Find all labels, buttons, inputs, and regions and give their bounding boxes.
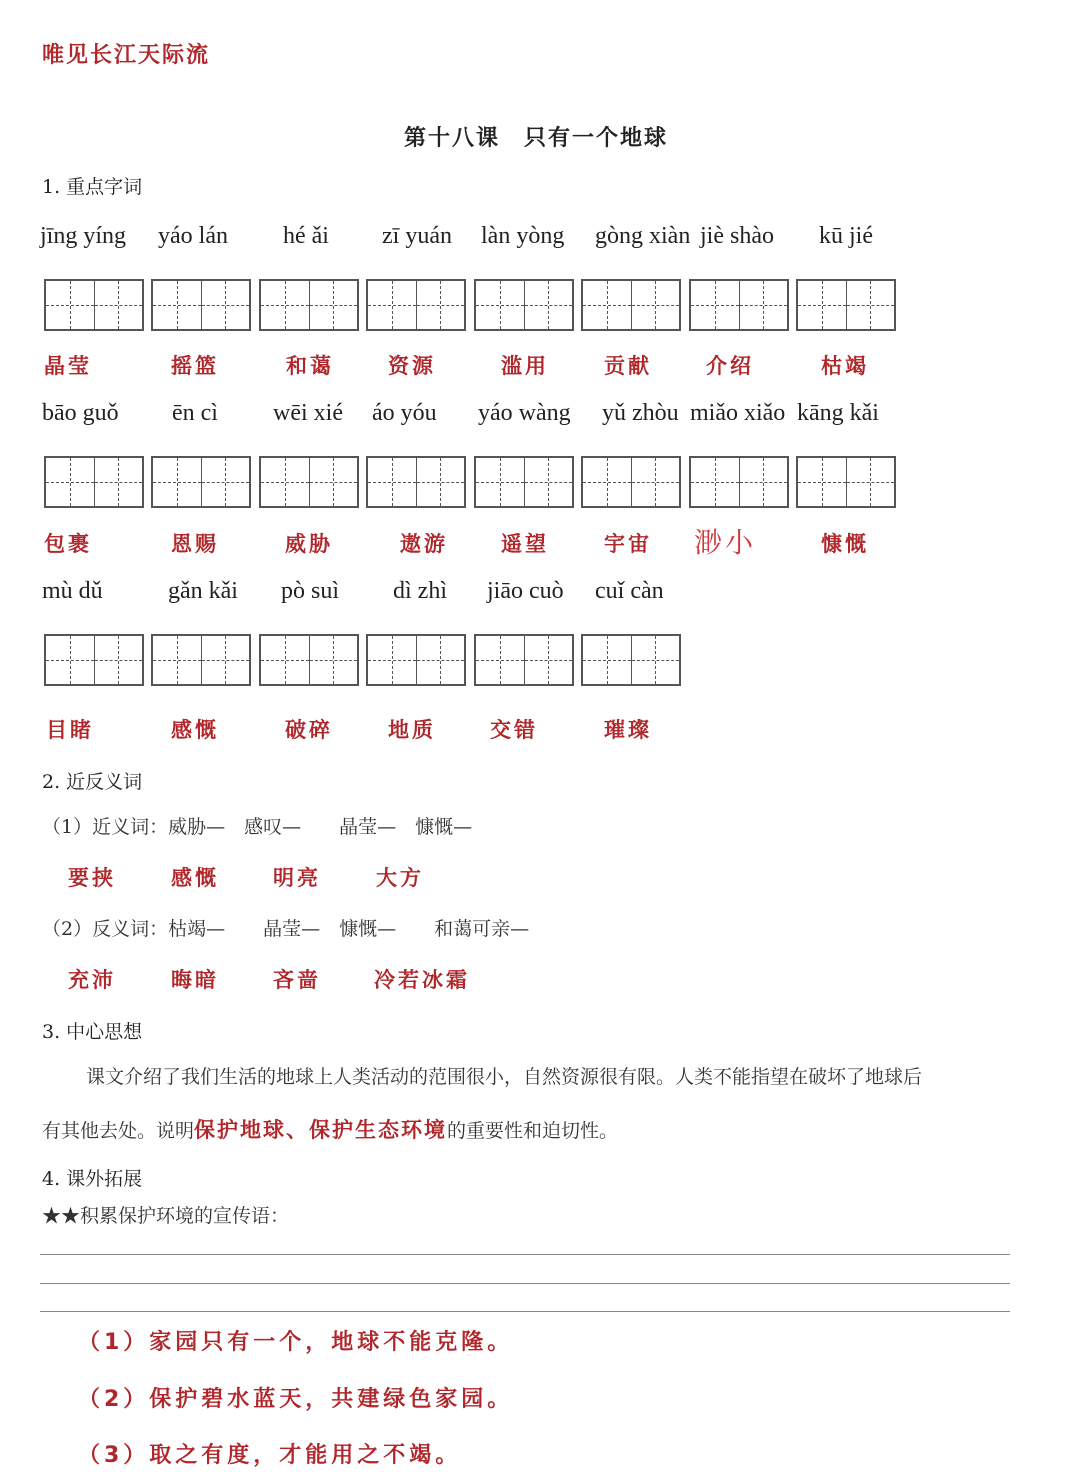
central-idea-line1: 课文介绍了我们生活的地球上人类活动的范围很小，自然资源很有限。人类不能指望在破坏了地球后 bbox=[86, 1066, 923, 1088]
grid-cell bbox=[524, 281, 573, 329]
answer-word: 滥用 bbox=[501, 354, 549, 378]
pinyin-prompt: jiè shào bbox=[700, 223, 774, 249]
grid-cell bbox=[846, 458, 895, 506]
answer-word: 贡献 bbox=[604, 354, 652, 378]
grid-cell bbox=[94, 281, 143, 329]
pinyin-prompt: áo yóu bbox=[372, 400, 437, 426]
answer-word: 璀璨 bbox=[604, 718, 652, 742]
writing-grid[interactable] bbox=[474, 456, 574, 508]
section3-heading: 3. 中心思想 bbox=[42, 1021, 143, 1043]
writing-grid[interactable] bbox=[689, 279, 789, 331]
grid-cell bbox=[583, 636, 631, 684]
pinyin-prompt: dì zhì bbox=[393, 578, 447, 604]
writing-grid[interactable] bbox=[581, 456, 681, 508]
pinyin-prompt: làn yòng bbox=[481, 223, 565, 249]
answer-word: 晶莹 bbox=[44, 354, 92, 378]
answer-line bbox=[40, 1254, 1010, 1255]
pinyin-prompt: miǎo xiǎo bbox=[690, 400, 786, 426]
pinyin-prompt: yáo wàng bbox=[478, 400, 571, 426]
slogan-2: （2）保护碧水蓝天，共建绿色家园。 bbox=[78, 1387, 514, 1412]
grid-cell bbox=[368, 636, 416, 684]
grid-cell bbox=[153, 281, 201, 329]
writing-grid[interactable] bbox=[366, 279, 466, 331]
antonym-answer: 冷若冰霜 bbox=[374, 968, 470, 992]
writing-grid[interactable] bbox=[151, 456, 251, 508]
answer-word: 遥望 bbox=[501, 532, 549, 556]
answer-word: 介绍 bbox=[706, 354, 754, 378]
answer-word: 感慨 bbox=[171, 718, 219, 742]
writing-grid[interactable] bbox=[259, 279, 359, 331]
writing-grid[interactable] bbox=[259, 634, 359, 686]
grid-cell bbox=[416, 458, 465, 506]
grid-cell bbox=[261, 281, 309, 329]
answer-word: 恩赐 bbox=[171, 532, 219, 556]
section2-heading: 2. 近反义词 bbox=[42, 771, 143, 793]
pinyin-prompt: zī yuán bbox=[382, 223, 452, 249]
slogan-prompt: ★★积累保护环境的宣传语： bbox=[42, 1205, 290, 1227]
pinyin-prompt: pò suì bbox=[281, 578, 340, 604]
central-idea-line2 bbox=[42, 1120, 618, 1141]
grid-cell bbox=[583, 281, 631, 329]
grid-cell bbox=[476, 458, 524, 506]
pinyin-prompt: gòng xiàn bbox=[595, 223, 691, 249]
pinyin-prompt: yǔ zhòu bbox=[602, 400, 679, 426]
grid-cell bbox=[368, 458, 416, 506]
answer-word: 包裹 bbox=[44, 532, 92, 556]
grid-cell bbox=[201, 636, 250, 684]
pinyin-prompt: yáo lán bbox=[158, 223, 228, 249]
writing-grid[interactable] bbox=[366, 634, 466, 686]
antonym-answer: 晦暗 bbox=[171, 968, 219, 992]
writing-grid[interactable] bbox=[581, 634, 681, 686]
grid-cell bbox=[309, 281, 358, 329]
answer-line bbox=[40, 1311, 1010, 1312]
grid-cell bbox=[94, 636, 143, 684]
synonym-answer: 感慨 bbox=[171, 866, 219, 890]
grid-cell bbox=[739, 281, 788, 329]
grid-cell bbox=[309, 636, 358, 684]
synonym-answer: 大方 bbox=[376, 866, 424, 890]
writing-grid[interactable] bbox=[44, 634, 144, 686]
answer-word: 破碎 bbox=[285, 718, 333, 742]
grid-cell bbox=[798, 458, 846, 506]
pinyin-prompt: wēi xié bbox=[273, 400, 343, 426]
grid-cell bbox=[524, 458, 573, 506]
pinyin-prompt: cuǐ càn bbox=[595, 578, 664, 604]
grid-cell bbox=[94, 458, 143, 506]
pinyin-prompt: kāng kǎi bbox=[797, 400, 879, 426]
pinyin-prompt: jiāo cuò bbox=[487, 578, 564, 604]
synonym-answer: 要挟 bbox=[68, 866, 116, 890]
grid-cell bbox=[631, 281, 680, 329]
pinyin-prompt: bāo guǒ bbox=[42, 400, 119, 426]
pinyin-prompt: mù dǔ bbox=[42, 578, 103, 604]
central-idea-text: 有其他去处。说明 bbox=[42, 1120, 195, 1142]
pinyin-prompt: ēn cì bbox=[172, 400, 218, 426]
synonyms-label: （1）近义词：威胁— 感叹— 晶莹— 慷慨— bbox=[42, 816, 473, 838]
antonyms-label: （2）反义词：枯竭— 晶莹— 慷慨— 和蔼可亲— bbox=[42, 918, 530, 940]
writing-grid[interactable] bbox=[474, 634, 574, 686]
grid-cell bbox=[476, 636, 524, 684]
pinyin-prompt: kū jié bbox=[819, 223, 873, 249]
writing-grid[interactable] bbox=[151, 279, 251, 331]
grid-cell bbox=[261, 636, 309, 684]
grid-cell bbox=[153, 458, 201, 506]
answer-word: 地质 bbox=[388, 718, 436, 742]
answer-word: 资源 bbox=[388, 354, 436, 378]
writing-grid[interactable] bbox=[796, 456, 896, 508]
writing-grid[interactable] bbox=[581, 279, 681, 331]
grid-cell bbox=[631, 636, 680, 684]
writing-grid[interactable] bbox=[259, 456, 359, 508]
grid-cell bbox=[201, 281, 250, 329]
grid-cell bbox=[153, 636, 201, 684]
answer-word: 遨游 bbox=[400, 532, 448, 556]
antonym-answer: 吝啬 bbox=[273, 968, 321, 992]
writing-grid[interactable] bbox=[151, 634, 251, 686]
pinyin-prompt: jīng yíng bbox=[40, 223, 127, 249]
answer-word: 和蔼 bbox=[286, 354, 334, 378]
writing-grid[interactable] bbox=[474, 279, 574, 331]
grid-cell bbox=[309, 458, 358, 506]
grid-cell bbox=[416, 281, 465, 329]
page-title: 第十八课 只有一个地球 bbox=[404, 126, 669, 151]
grid-cell bbox=[261, 458, 309, 506]
grid-cell bbox=[583, 458, 631, 506]
grid-cell bbox=[524, 636, 573, 684]
section1-heading: 1. 重点字词 bbox=[42, 176, 143, 198]
answer-word: 枯竭 bbox=[821, 354, 869, 378]
antonym-answer: 充沛 bbox=[68, 968, 116, 992]
grid-cell bbox=[416, 636, 465, 684]
grid-cell bbox=[201, 458, 250, 506]
header-poem-line: 唯见长江天际流 bbox=[42, 43, 211, 68]
answer-word: 渺小 bbox=[694, 526, 757, 559]
grid-cell bbox=[691, 281, 739, 329]
grid-cell bbox=[476, 281, 524, 329]
grid-cell bbox=[46, 281, 94, 329]
slogan-1: （1）家园只有一个，地球不能克隆。 bbox=[78, 1330, 514, 1355]
section4-heading: 4. 课外拓展 bbox=[42, 1168, 143, 1190]
pinyin-prompt: gǎn kǎi bbox=[168, 578, 238, 604]
pinyin-prompt: hé ǎi bbox=[283, 223, 329, 249]
writing-grid[interactable] bbox=[796, 279, 896, 331]
grid-cell bbox=[739, 458, 788, 506]
answer-word: 目睹 bbox=[46, 718, 94, 742]
grid-cell bbox=[46, 458, 94, 506]
writing-grid[interactable] bbox=[689, 456, 789, 508]
answer-word: 宇宙 bbox=[604, 532, 652, 556]
central-idea-highlight: 保护地球、保护生态环境 bbox=[194, 1118, 448, 1142]
central-idea-text-end: 的重要性和迫切性。 bbox=[447, 1120, 619, 1142]
slogan-3: （3）取之有度，才能用之不竭。 bbox=[78, 1443, 462, 1468]
grid-cell bbox=[798, 281, 846, 329]
answer-word: 摇篮 bbox=[171, 354, 219, 378]
writing-grid[interactable] bbox=[366, 456, 466, 508]
writing-grid[interactable] bbox=[44, 456, 144, 508]
grid-cell bbox=[846, 281, 895, 329]
grid-cell bbox=[631, 458, 680, 506]
answer-line bbox=[40, 1283, 1010, 1284]
grid-cell bbox=[368, 281, 416, 329]
answer-word: 交错 bbox=[490, 718, 538, 742]
writing-grid[interactable] bbox=[44, 279, 144, 331]
answer-word: 威胁 bbox=[285, 532, 333, 556]
answer-word: 慷慨 bbox=[821, 532, 869, 556]
grid-cell bbox=[46, 636, 94, 684]
grid-cell bbox=[691, 458, 739, 506]
synonym-answer: 明亮 bbox=[273, 866, 321, 890]
